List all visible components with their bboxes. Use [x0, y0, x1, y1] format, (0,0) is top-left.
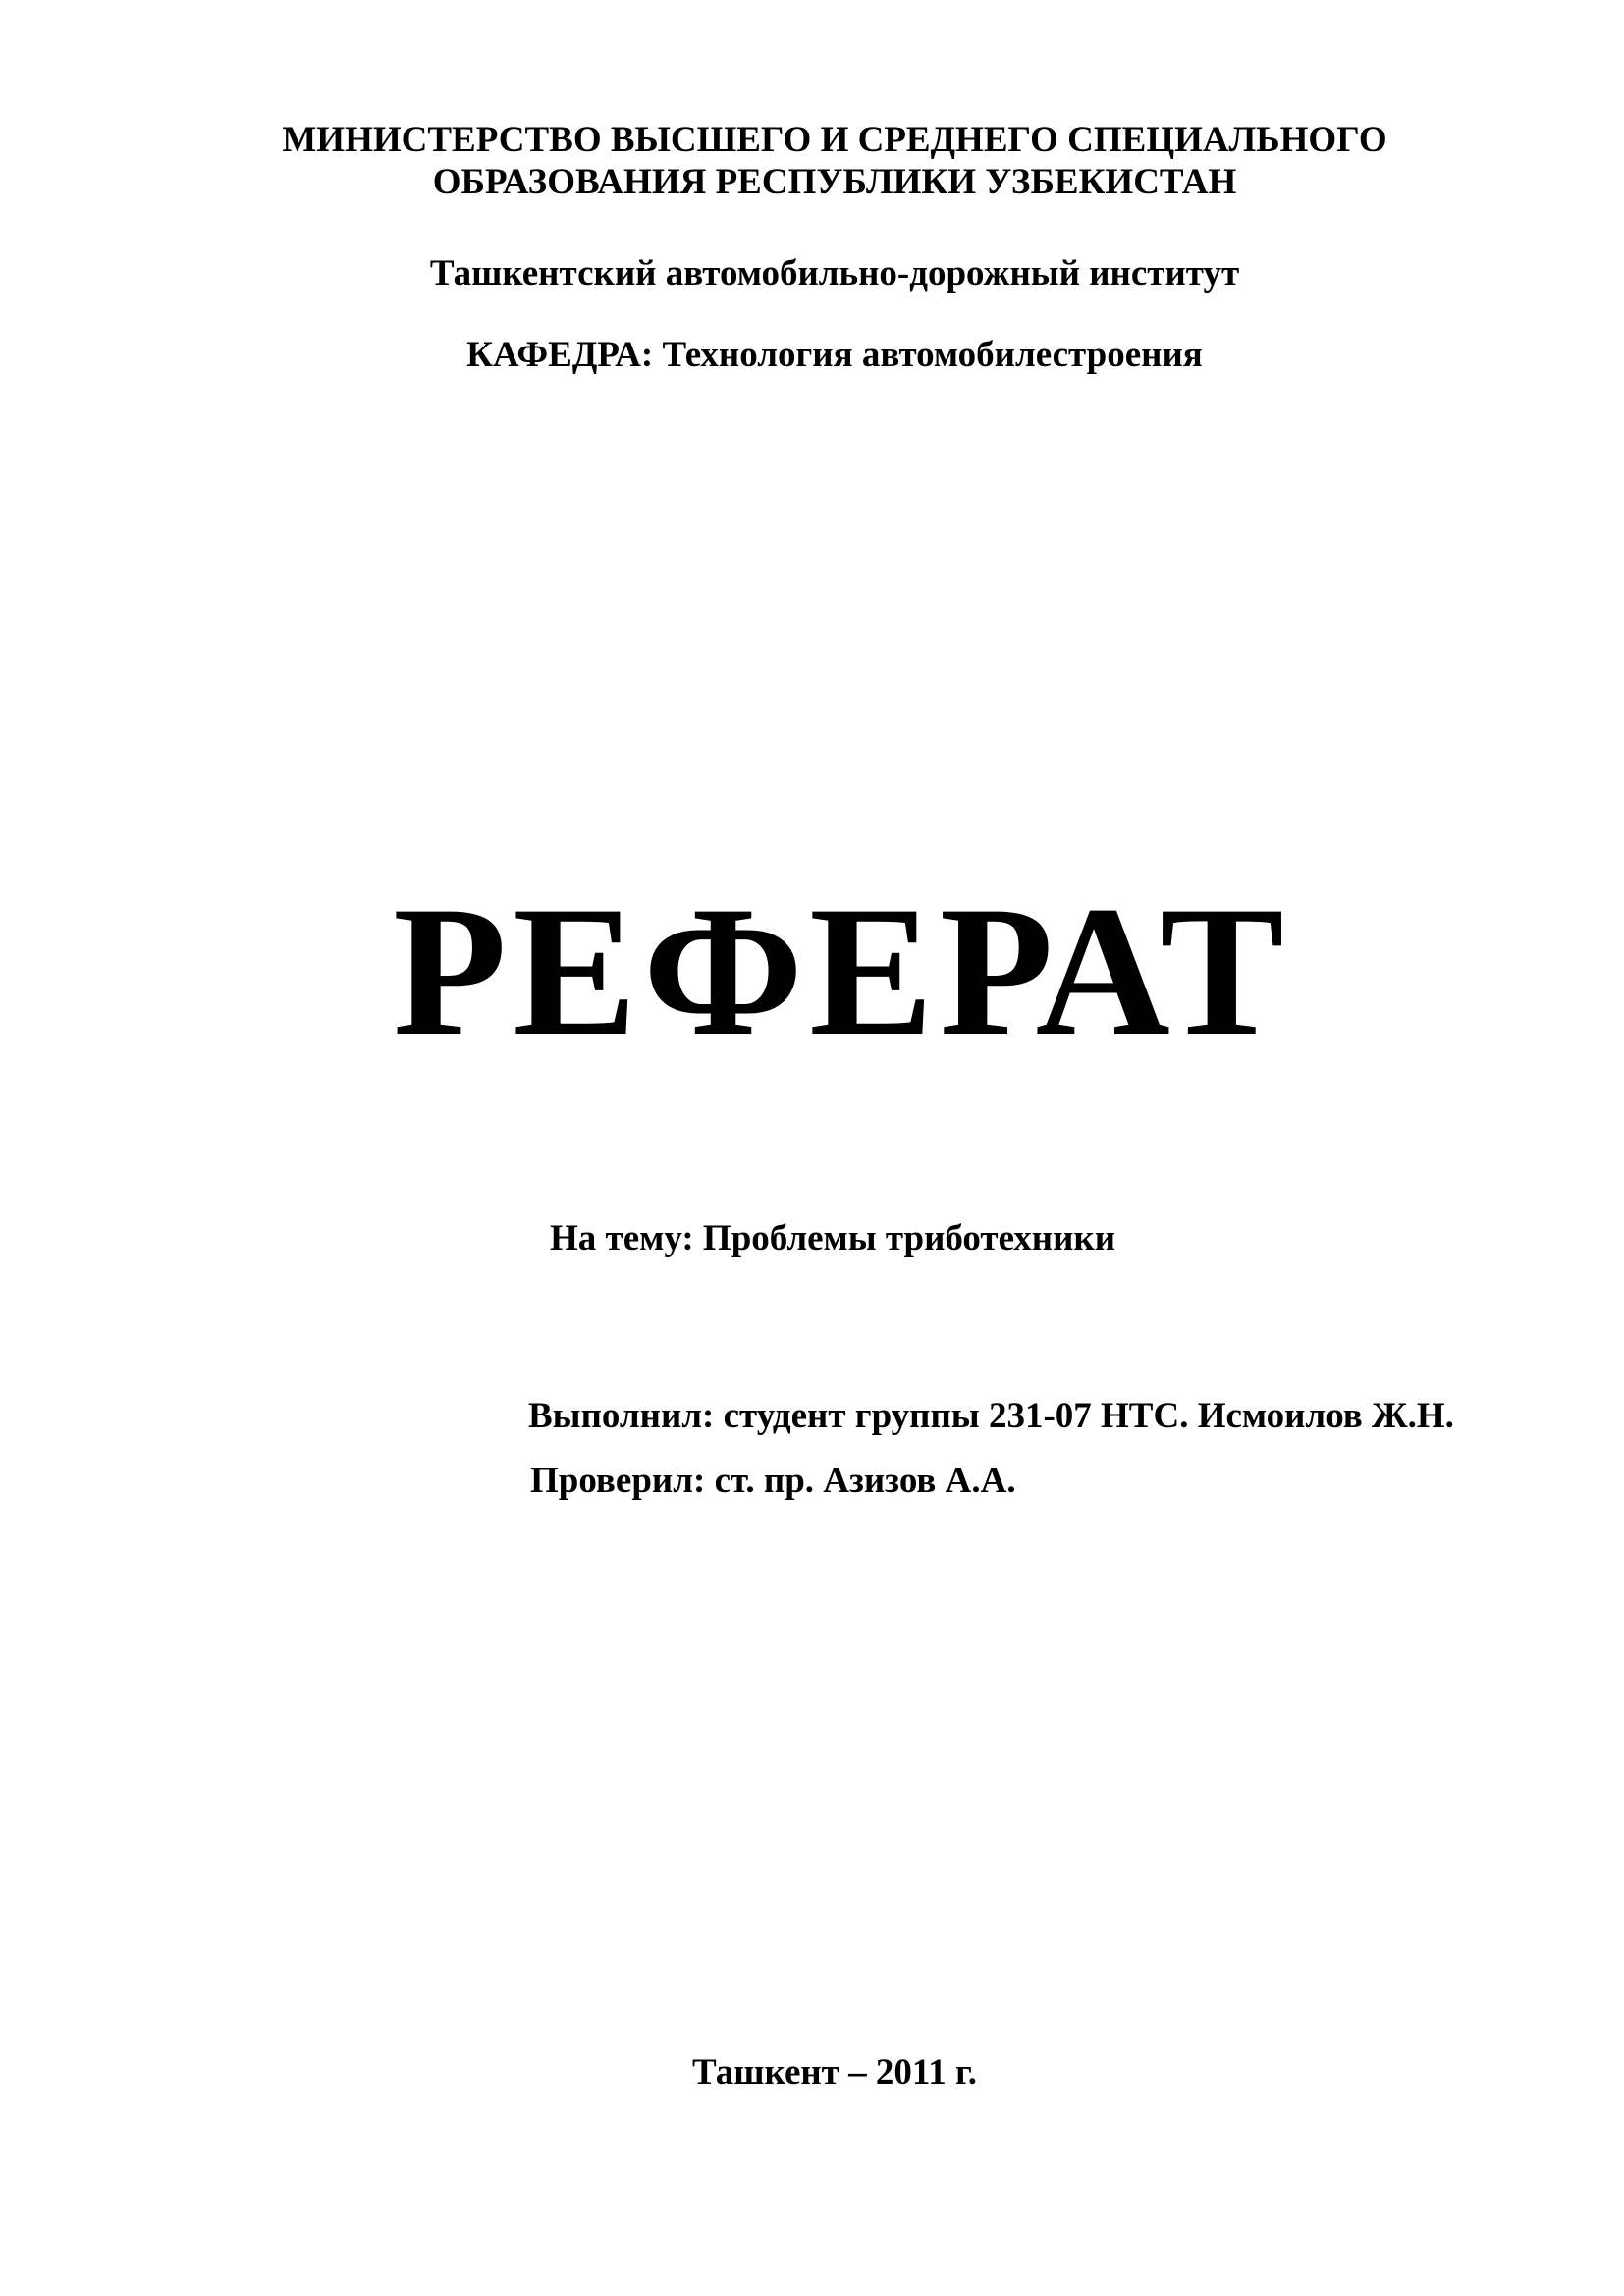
institute-name: Ташкентский автомобильно-дорожный институт: [429, 253, 1240, 294]
ministry-heading-line-2: ОБРАЗОВАНИЯ РЕСПУБЛИКИ УЗБЕКИСТАН: [432, 162, 1237, 202]
checker-line: Проверил: ст. пр. Азизов А.А.: [530, 1461, 1016, 1501]
place-year-footer: Ташкент – 2011 г.: [692, 2053, 977, 2093]
department-name: КАФЕДРА: Технология автомобилестроения: [466, 335, 1203, 375]
ministry-heading-line-1: МИНИСТЕРСТВО ВЫСШЕГО И СРЕДНЕГО СПЕЦИАЛЬНОГО: [282, 120, 1387, 160]
topic-line: На тему: Проблемы триботехники: [550, 1218, 1116, 1258]
author-line: Выполнил: студент группы 231-07 НТС. Исмоилов Ж.Н.: [528, 1396, 1454, 1436]
document-title: РЕФЕРАТ: [393, 869, 1290, 1075]
